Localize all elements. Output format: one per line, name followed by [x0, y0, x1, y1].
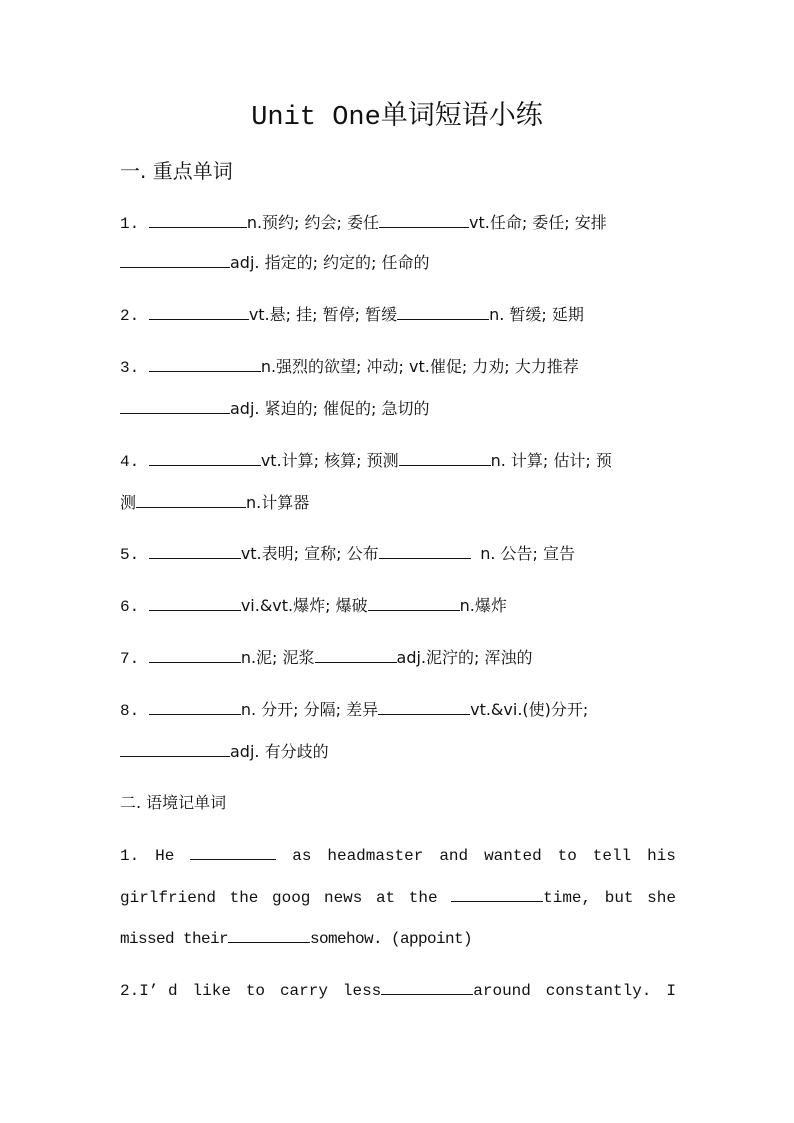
item-8-line-2 [120, 739, 676, 766]
answer-blank[interactable] [120, 740, 230, 757]
section-1-heading: 一. 重点单词 [120, 159, 233, 183]
item-1-line-1 [120, 210, 676, 237]
text: missed their [120, 930, 229, 948]
word: news [323, 889, 363, 907]
item-4-line-1 [120, 448, 676, 475]
answer-blank[interactable] [379, 542, 471, 559]
word: I [666, 982, 676, 1000]
definition-text: adj.泥泞的; 浑浊的 [396, 648, 533, 667]
question-1-line-1 [120, 843, 676, 869]
word: like [192, 982, 231, 1000]
word: girlfriend [120, 889, 217, 907]
text: somehow. (appoint) [310, 930, 473, 948]
word: and [439, 847, 469, 865]
answer-blank[interactable] [149, 594, 241, 611]
word: wanted [484, 847, 542, 865]
item-number: 6. [120, 598, 140, 616]
definition-text: adj. 有分歧的 [230, 742, 329, 761]
word: less [342, 982, 382, 1000]
item-5-line-1 [120, 541, 676, 568]
item-8-line-1 [120, 697, 676, 724]
definition-text: vt.任命; 委任; 安排 [469, 213, 607, 232]
word: at [375, 889, 396, 907]
answer-blank[interactable] [149, 355, 261, 372]
word: to [245, 982, 266, 1000]
word: the [408, 889, 438, 907]
item-4-line-2 [120, 490, 676, 517]
item-number: 3. [120, 359, 140, 377]
answer-blank[interactable] [136, 491, 246, 508]
word: carry [279, 982, 328, 1000]
word: He [155, 847, 175, 865]
answer-blank[interactable] [379, 211, 469, 228]
question-1-line-2 [120, 885, 676, 911]
definition-text: 测 [120, 493, 137, 512]
definition-text: adj. 紧迫的; 催促的; 急切的 [230, 399, 430, 418]
item-number: 4. [120, 453, 140, 471]
word: but [604, 889, 634, 907]
answer-blank[interactable] [368, 594, 460, 611]
word: she [647, 889, 676, 907]
question-1-line-3 [120, 926, 676, 952]
item-3-line-1 [120, 354, 676, 381]
word: the [229, 889, 259, 907]
definition-text: n. 公告; 宣告 [480, 544, 576, 563]
item-3-line-2 [120, 396, 676, 423]
answer-blank[interactable] [149, 646, 241, 663]
definition-text: adj. 指定的; 约定的; 任命的 [230, 253, 430, 272]
word: tell [592, 847, 632, 865]
answer-blank[interactable] [399, 449, 491, 466]
answer-blank[interactable] [149, 211, 247, 228]
answer-blank[interactable] [120, 251, 230, 268]
item-number: 1. [120, 215, 140, 233]
definition-text: vt.悬; 挂; 暂停; 暂缓 [248, 305, 398, 324]
answer-blank[interactable] [149, 542, 241, 559]
definition-text: vi.&vt.爆炸; 爆破 [240, 596, 368, 615]
item-2-line-1 [120, 302, 676, 329]
item-number: 7. [120, 650, 140, 668]
word: constantly. [545, 982, 652, 1000]
section-2-heading: 二. 语境记单词 [120, 793, 227, 812]
word: around [473, 982, 531, 1000]
answer-blank[interactable] [315, 646, 397, 663]
word: 1. [120, 847, 140, 865]
definition-text: vt.表明; 宣称; 公布 [240, 544, 379, 563]
word: 2.I’ d [120, 982, 178, 1000]
item-number: 2. [120, 307, 140, 325]
definition-text: n.爆炸 [459, 596, 507, 615]
answer-blank[interactable] [149, 303, 249, 320]
definition-text: n.泥; 泥浆 [240, 648, 315, 667]
answer-blank[interactable] [228, 926, 310, 943]
definition-text: n.强烈的欲望; 冲动; vt.催促; 力劝; 大力推荐 [260, 357, 579, 376]
definition-text: n. 分开; 分隔; 差异 [240, 700, 379, 719]
page-title: Unit One单词短语小练 [251, 103, 543, 133]
definition-text: vt.&vi.(使)分开; [470, 700, 589, 719]
definition-text: vt.计算; 核算; 预测 [260, 451, 399, 470]
answer-blank[interactable] [120, 397, 230, 414]
answer-blank[interactable] [378, 698, 470, 715]
answer-blank[interactable] [149, 449, 261, 466]
answer-blank[interactable] [397, 303, 489, 320]
item-6-line-1 [120, 593, 676, 620]
item-7-line-1 [120, 645, 676, 672]
answer-blank[interactable] [149, 698, 241, 715]
definition-text: n.预约; 约会; 委任 [246, 213, 379, 232]
definition-text: n. 计算; 估计; 预 [490, 451, 612, 470]
definition-text: n.计算器 [246, 493, 310, 512]
answer-blank[interactable] [381, 978, 473, 995]
item-1-line-2 [120, 250, 676, 277]
word: headmaster [327, 847, 424, 865]
item-number: 5. [120, 546, 140, 564]
answer-blank[interactable] [190, 843, 276, 860]
word: to [557, 847, 577, 865]
word: his [647, 847, 676, 865]
word: time, [543, 889, 592, 907]
question-2-line-1 [120, 978, 676, 1004]
definition-text: n. 暂缓; 延期 [489, 305, 584, 324]
word: goog [271, 889, 311, 907]
item-number: 8. [120, 702, 140, 720]
answer-blank[interactable] [451, 885, 543, 902]
word: as [292, 847, 312, 865]
